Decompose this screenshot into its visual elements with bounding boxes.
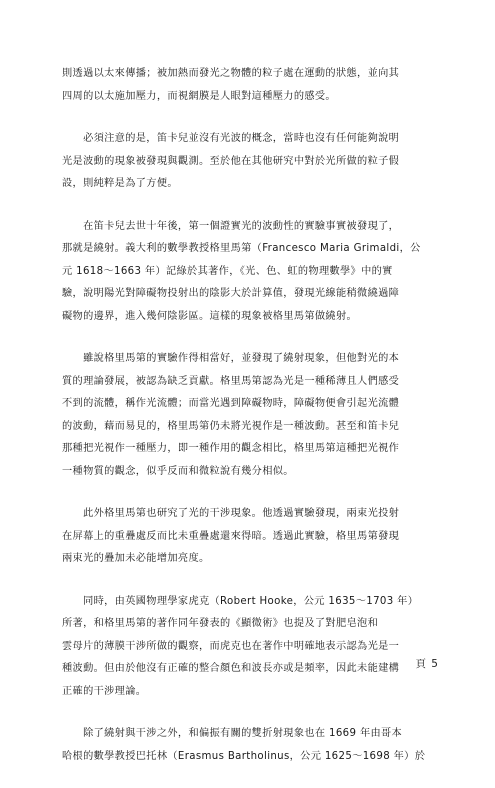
text-line: 雖說格里馬第的實驗作得相當好，並發現了繞射現象，但他對光的本: [62, 353, 400, 364]
paragraph: [62, 503, 437, 571]
text-line: 礙物的邊界，進入幾何陰影區。這樣的現象被格里馬第做繞射。: [62, 310, 358, 322]
text-line: 驗，說明陽光對障礙物投射出的陰影大於計算值，發現光線能稍微繞過障: [62, 288, 400, 299]
paragraph: [62, 128, 437, 196]
text-line: 種波動。但由於他沒有正確的整合顏色和波長亦或是頻率，因此未能建構: [62, 663, 400, 674]
paragraph: [62, 723, 437, 768]
text-line: 同時，由英國物理學家虎克（Robert Hooke，公元 1635～1703 年）: [62, 595, 419, 607]
text-line: 在笛卡兒去世十年後，第一個證實光的波動性的實驗事實被發現了，: [62, 220, 400, 232]
paragraph: [62, 216, 437, 329]
text-line: 所著，和格里馬第的著作同年發表的《顯微術》也提及了對肥皂泡和: [62, 618, 379, 629]
text-line: 此外格里馬第也研究了光的干涉現象。他透過實驗發現，兩束光投射: [62, 508, 400, 519]
text-line: 不到的流體，稱作光流體；而當光遇到障礙物時，障礙物便會引起光流體: [62, 398, 400, 409]
text-line: 四周的以太施加壓力，而視網膜是人眼對這種壓力的感受。: [62, 90, 336, 102]
text-line: 的波動，藉而易見的，格里馬第仍未將光視作是一種波動。甚至和笛卡兒: [62, 420, 400, 432]
text-line: 設，則純粹是為了方便。: [62, 178, 178, 189]
text-line: 除了繞射與干涉之外，和偏振有關的雙折射現象也在 1669 年由哥本: [62, 728, 403, 739]
text-line: 一種物質的觀念，似乎反而和微粒說有幾分相似。: [62, 465, 294, 477]
text-line: 那就是繞射。義大利的數學教授格里馬第（Francesco Maria Grimaldi，公: [62, 243, 421, 254]
text-line: 哈根的數學教授巴托林（Erasmus Bartholinus，公元 1625～1698 年）於: [62, 750, 426, 762]
text-line: 元 1618～1663 年）記綠於其著作，《光、色、虹的物理數學》中的實: [62, 265, 393, 277]
document-body: [62, 63, 437, 788]
text-line: 則透過以太來傳播；被加熱而發光之物體的粒子處在運動的狀態，並向其: [62, 68, 400, 79]
text-line: 在屏幕上的重疊處反而比未重疊處還來得暗。透過此實驗，格里馬第發現: [62, 530, 400, 542]
text-line: 那種把光視作一種壓力，即一種作用的觀念相比，格里馬第這種把光視作: [62, 443, 400, 454]
paragraph: [62, 348, 437, 483]
text-line: 正確的干涉理論。: [62, 685, 147, 697]
text-line: 光是波動的現象被發現與觀測。至於他在其他研究中對於光所做的粒子假: [62, 155, 400, 167]
text-line: 兩束光的疊加未必能增加亮度。: [62, 553, 210, 564]
text-line: 必須注意的是，笛卡兒並沒有光波的概念，當時也沒有任何能夠說明: [62, 133, 400, 144]
page-number: 頁 5: [415, 658, 439, 670]
paragraph: [62, 591, 437, 704]
text-line: 質的理論發展，被認為缺乏貢獻。格里馬第認為光是一種稀薄且人們感受: [62, 375, 400, 387]
paragraph: [62, 63, 437, 108]
text-line: 雲母片的薄膜干涉所做的觀察，而虎克也在著作中明確地表示認為光是一: [62, 640, 400, 652]
